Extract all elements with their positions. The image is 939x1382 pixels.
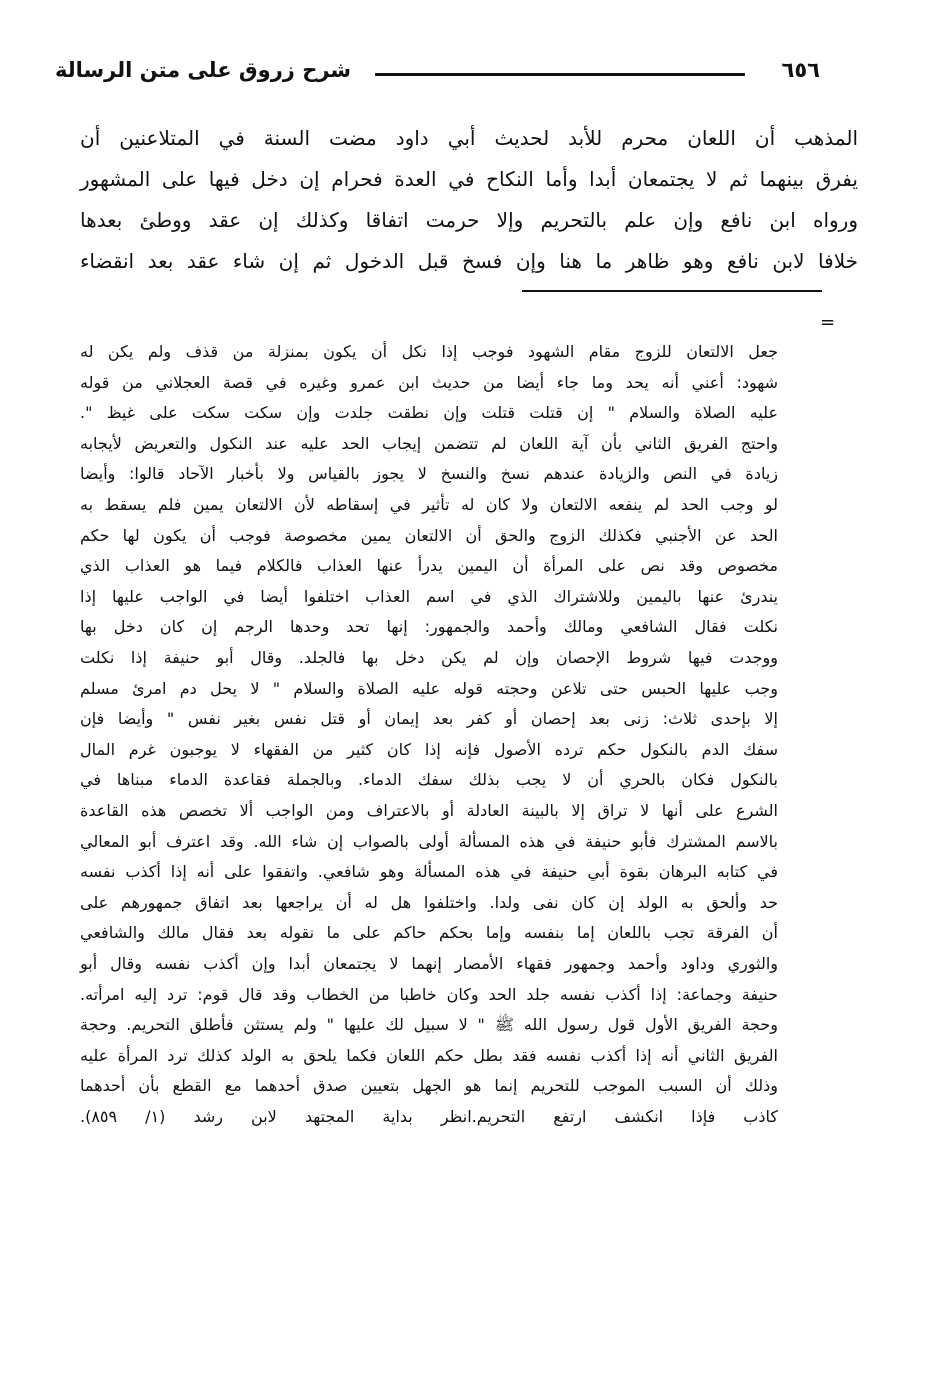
footnote-separator bbox=[522, 290, 822, 292]
footnote-line: الحد عن الأجنبي فكذلك الزوج والحق أن الالتعان يمين مخصوصة فوجب أن يكون لها حكم bbox=[80, 525, 778, 545]
main-text-line: ورواه ابن نافع وإن علم بالتحريم وإلا حرمت اتفاقا وكذلك إن عقد ووطئ بعدها bbox=[80, 208, 858, 232]
footnote-line: الفريق الثاني أنه إذا أكذب نفسه فقد بطل حكم اللعان فكما يلحق به الولد كذلك ترد المرأة عليه bbox=[80, 1045, 778, 1065]
footnote-line: أن الفرقة تجب باللعان إما بنفسه وإما بحكم حاكم على ما نقوله بعد فقال مالك والشافعي bbox=[80, 923, 778, 943]
main-text-line: يفرق بينهما ثم لا يجتمعان أبدا وأما النكاح في العدة فحرام إن دخل فيها على المشهور bbox=[80, 167, 858, 191]
book-title: شرح زروق على متن الرسالة bbox=[55, 58, 352, 82]
footnote-line: ووجدت فيها شروط الإحصان وإن لم يكن دخل بها فالجلد. وقال أبو حنيفة إذا نكلت bbox=[80, 648, 778, 667]
page-number: ٦٥٦ bbox=[781, 58, 820, 82]
footnote-line: إلا بإحدى ثلاث: زنى بعد إحصان أو كفر بعد إيمان أو قتل نفس بغير نفس " وأيضا فإن bbox=[80, 709, 778, 729]
footnote-line: حد وألحق به الولد إن كان نفى ولدا. واختلفوا هل له أن يراجعها بعد اتفاق جمهورهم على bbox=[80, 892, 778, 912]
footnote-line: الشرع على أنها لا تراق إلا بالبينة العادلة أو بالاعتراف ومن الواجب ألا تخصص هذه القاعدة bbox=[80, 801, 778, 820]
footnote-line: بالنكول فكان بالحري أن لا يجب بذلك سفك الدماء. وبالجملة فقاعدة الدماء مبناها في bbox=[80, 770, 778, 790]
footnote-line: بالاسم المشترك فأبو حنيفة في هذه المسألة أولى بالصواب إن شاء الله. وقد اعترف أبو المعالي bbox=[80, 831, 778, 851]
footnote-line: في كتابه البرهان بقوة أبي حنيفة في هذه المسألة وهو شافعي. واتفقوا على أنه إذا أكذب نفسه bbox=[80, 862, 778, 882]
footnote-continuation-marker: = bbox=[820, 312, 836, 333]
footnote-line: زيادة في النص والزيادة عندهم نسخ والنسخ لا يجوز بالقياس ولا بأخبار الآحاد قالوا: وأيضا bbox=[80, 464, 778, 484]
footnote-line: والثوري وداود وأحمد وجمهور فقهاء الأمصار إنهما لا يجتمعان أبدا وإن أكذب نفسه وقال أبو bbox=[80, 954, 778, 973]
footnote-line: مخصوص وقد نص على المرأة أن اليمين يدرأ عنها العذاب فالكلام فيما هو العذاب الذي bbox=[80, 556, 778, 576]
footnote-line: جعل الالتعان للزوج مقام الشهود فوجب إذا نكل أن يكون بمنزلة من قذف ولم يكن له bbox=[80, 342, 778, 361]
footnote-line: عليه الصلاة والسلام " إن قتلت قتلت وإن نطقت جلدت وإن سكت سكت على غيظ ". bbox=[80, 403, 778, 423]
footnote-line: سفك الدم بالنكول حكم ترده الأصول فإنه إذا كان كثير من الفقهاء لا يوجبون غرم المال bbox=[80, 739, 778, 759]
footnote-line: لو وجب الحد لم ينفعه الالتعان ولا كان له تأثير في إسقاطه لأن الالتعان يمين فلم يسقط به bbox=[80, 495, 778, 514]
footnote-line: وذلك أن السبب الموجب للتحريم إنما هو الجهل بتعيين صدق أحدهما مع القطع بأن أحدهما bbox=[80, 1076, 778, 1096]
main-text-line: المذهب أن اللعان محرم للأبد لحديث أبي داود مضت السنة في المتلاعنين أن bbox=[80, 126, 858, 150]
footnote-line: شهود: أعني أنه يحد وما جاء أيضا من حديث ابن عمرو وغيره في قصة العجلاني من قوله bbox=[80, 372, 778, 392]
footnote-line: يندرئ عنها باليمين وللاشتراك الذي في اسم العذاب اختلفوا أيضا في الواجب عليها إذا bbox=[80, 586, 778, 606]
footnote-line: واحتج الفريق الثاني بأن آية اللعان لم تتضمن إيجاب الحد عليه عند النكول والتعريض لأيجابه bbox=[80, 433, 778, 453]
footnote-line: نكلت فقال الشافعي ومالك وأحمد والجمهور: إنها تحد وحدها الرجم إن كان دخل بها bbox=[80, 617, 778, 637]
footnote-line: وجب عليها الحبس حتى تلاعن وحجته قوله عليه الصلاة والسلام " لا يحل دم امرئ مسلم bbox=[80, 678, 778, 698]
main-text-line: خلافا لابن نافع وهو ظاهر ما هنا وإن فسخ قبل الدخول ثم إن شاء عقد بعد انقضاء bbox=[80, 249, 858, 273]
footnote-line: حنيفة وجماعة: إذا أكذب نفسه جلد الحد وكان خاطبا من الخطاب وقد قال قوم: ترد إليه امرأته. bbox=[80, 984, 778, 1004]
footnote-line: كاذب فإذا انكشف ارتفع التحريم.انظر بداية المجتهد لابن رشد (١/ ٨٥٩). bbox=[80, 1107, 778, 1126]
header-rule bbox=[375, 73, 745, 76]
footnote-line: وحجة الفريق الأول قول رسول الله ﷺ " لا سبيل لك عليها " ولم يستثن فأطلق التحريم. وحجة bbox=[80, 1015, 778, 1035]
